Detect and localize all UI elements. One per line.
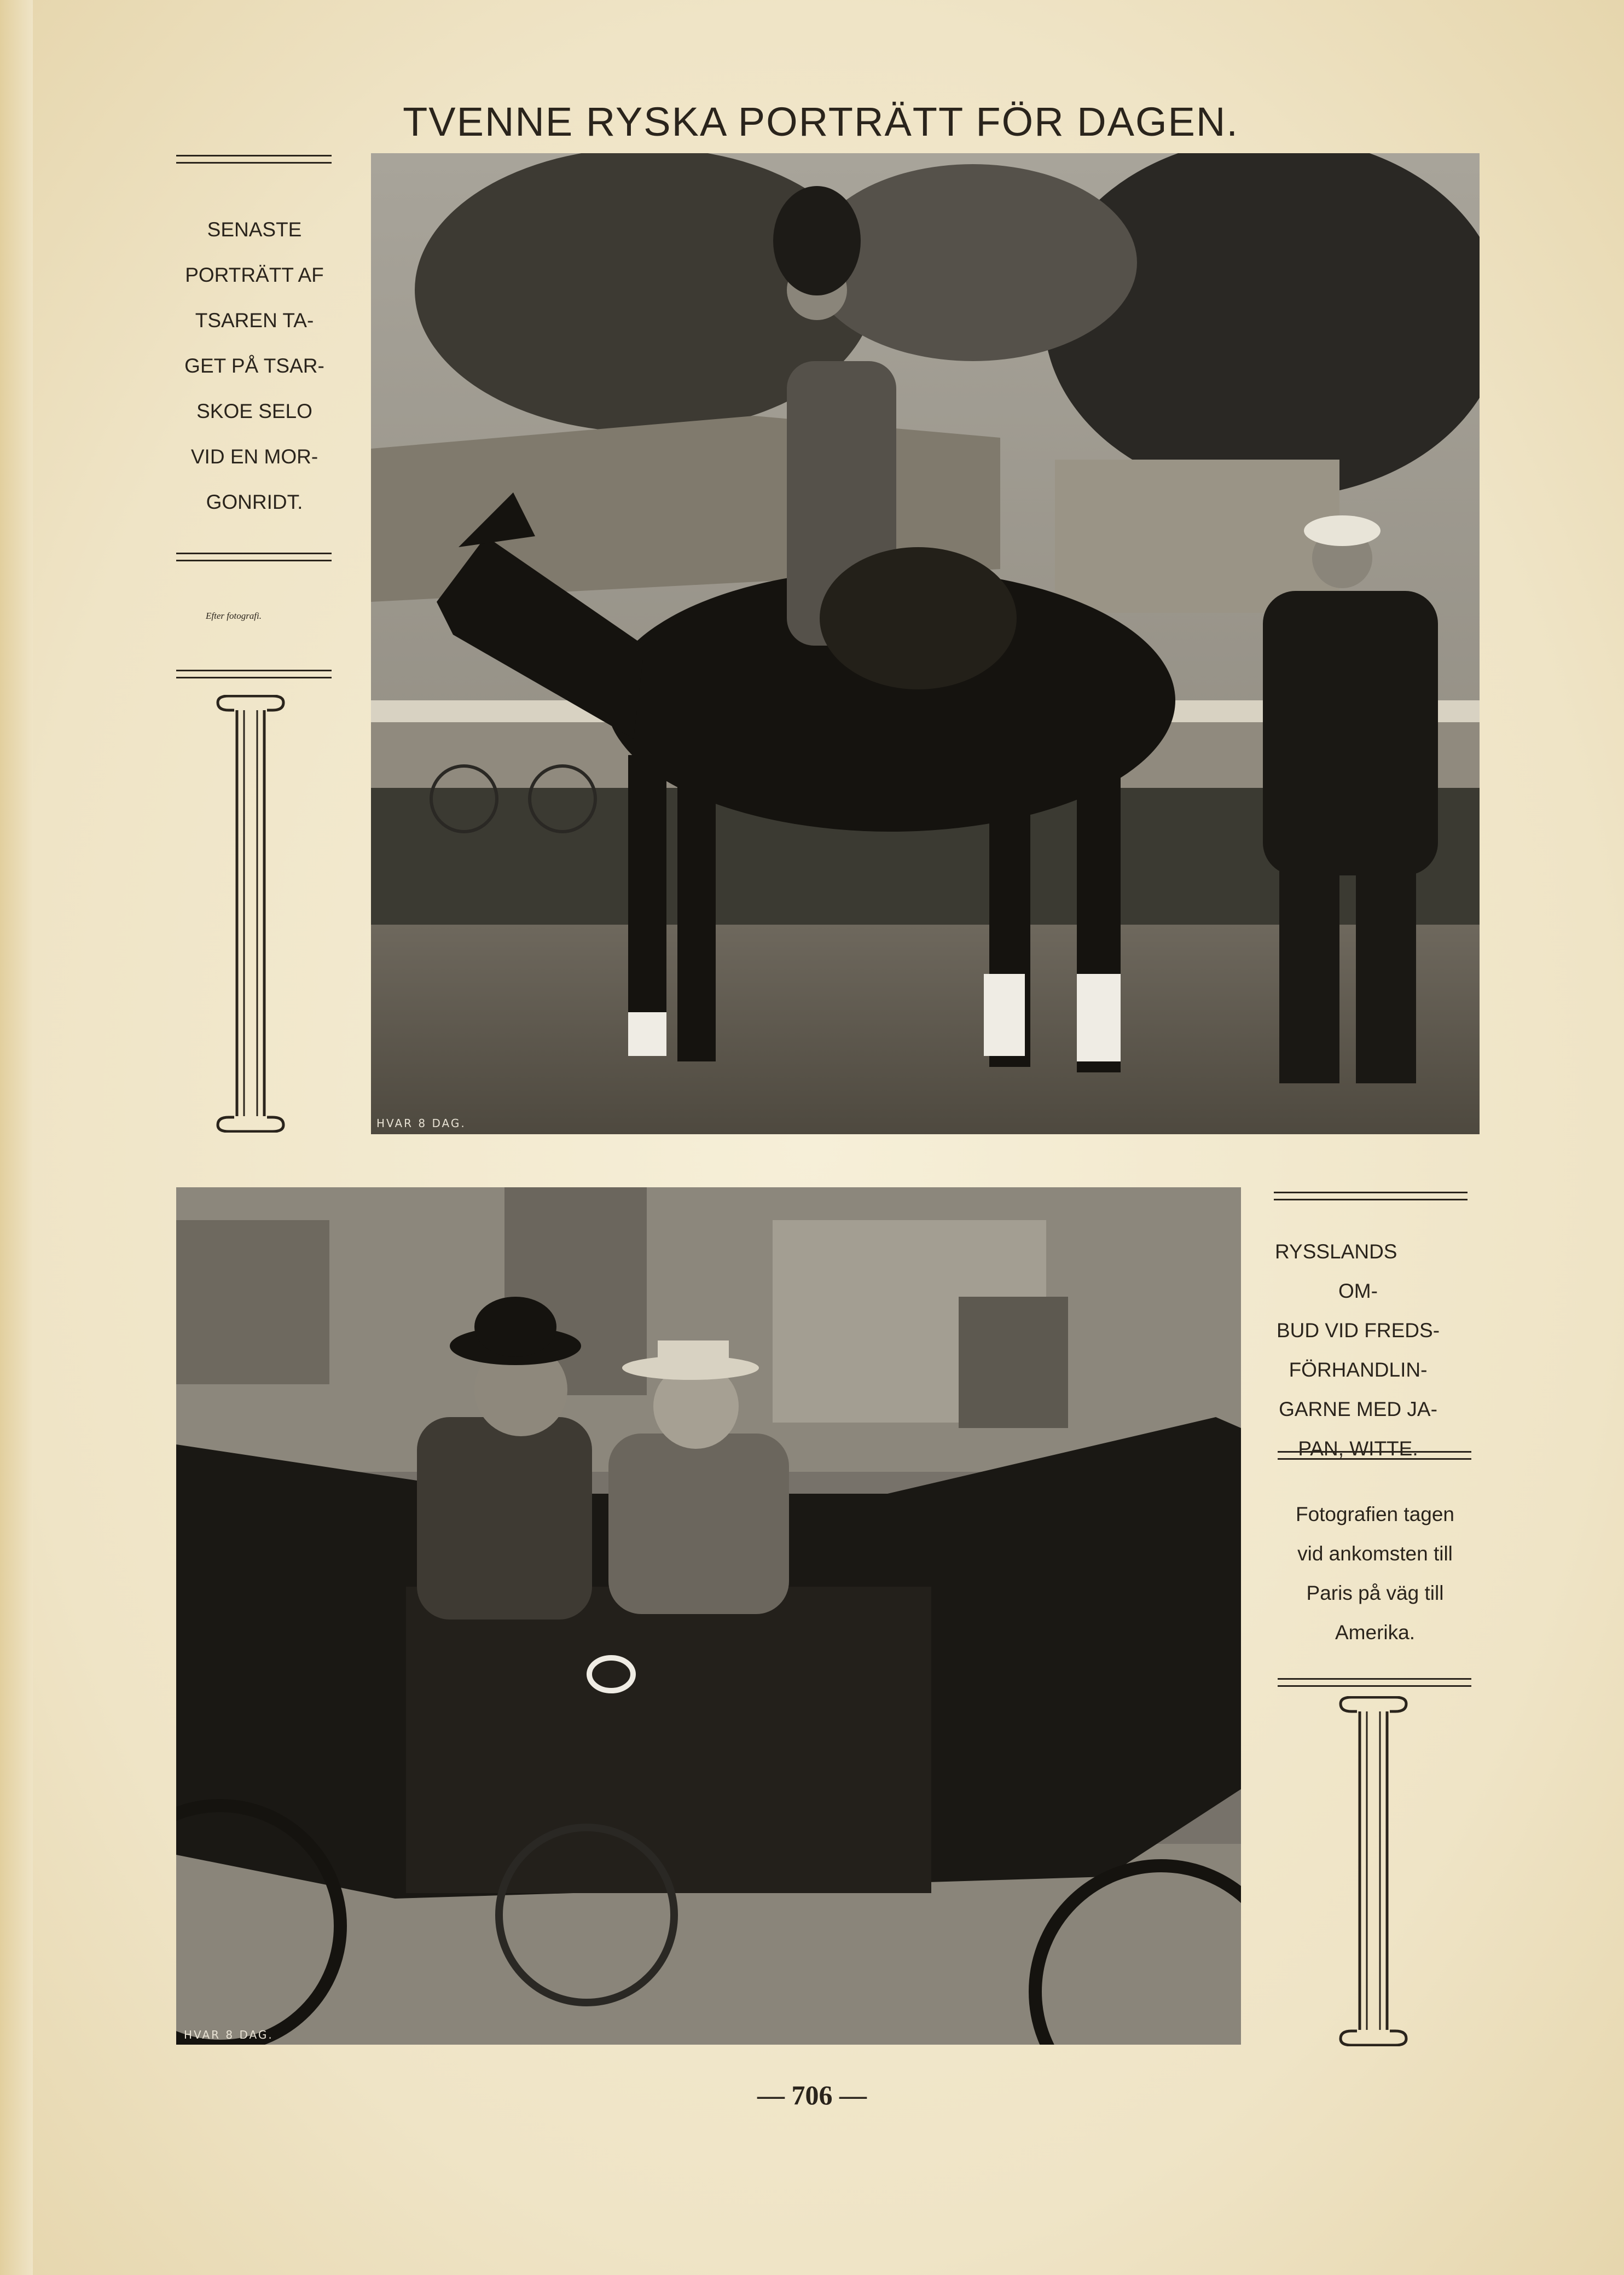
photo-credit: HVAR 8 DAG.	[184, 2028, 274, 2041]
note-line: Fotografien tagen	[1295, 1503, 1455, 1525]
caption-line: PAN, WITTE.	[1298, 1437, 1418, 1460]
paper-edge	[0, 0, 33, 2275]
photo-source-note	[1275, 1495, 1475, 1652]
note-line: Amerika.	[1335, 1621, 1415, 1644]
photo-source-note: Efter fotografi.	[206, 611, 262, 621]
caption-line: TSAREN TA-	[195, 309, 314, 332]
caption-rule	[1274, 1192, 1468, 1200]
caption-line: RYSSLANDS OM-	[1275, 1240, 1397, 1302]
page-number: — 706 —	[757, 2080, 867, 2110]
caption-rule	[176, 670, 332, 678]
caption-line: VID EN MOR-	[190, 445, 318, 468]
witte-carriage-photo	[176, 1187, 1241, 2045]
note-line: Paris på väg till	[1306, 1582, 1444, 1604]
tsar-horse-photo	[371, 153, 1480, 1134]
column-ornament	[212, 695, 289, 1133]
caption-rule	[176, 155, 332, 164]
caption-rule	[1278, 1451, 1471, 1460]
caption-line: BUD VID FREDS-	[1276, 1319, 1440, 1342]
caption-line: GARNE MED JA-	[1279, 1398, 1437, 1420]
caption-line: SKOE SELO	[196, 400, 312, 422]
page-title: TVENNE RYSKA PORTRÄTT FÖR DAGEN.	[403, 98, 1239, 144]
caption-line: PORTRÄTT AF	[185, 264, 324, 286]
column-ornament	[1335, 1696, 1412, 2046]
top-photo-caption	[174, 207, 335, 525]
caption-rule	[1278, 1678, 1471, 1687]
caption-line: GET PÅ TSAR-	[184, 355, 324, 377]
caption-line: GONRIDT.	[206, 491, 303, 513]
bottom-photo-caption	[1275, 1232, 1441, 1469]
caption-rule	[176, 553, 332, 561]
caption-line: FÖRHANDLIN-	[1289, 1359, 1428, 1381]
photo-credit: HVAR 8 DAG.	[376, 1117, 466, 1130]
note-line: vid ankomsten till	[1297, 1542, 1453, 1565]
caption-line: SENASTE	[207, 218, 302, 241]
